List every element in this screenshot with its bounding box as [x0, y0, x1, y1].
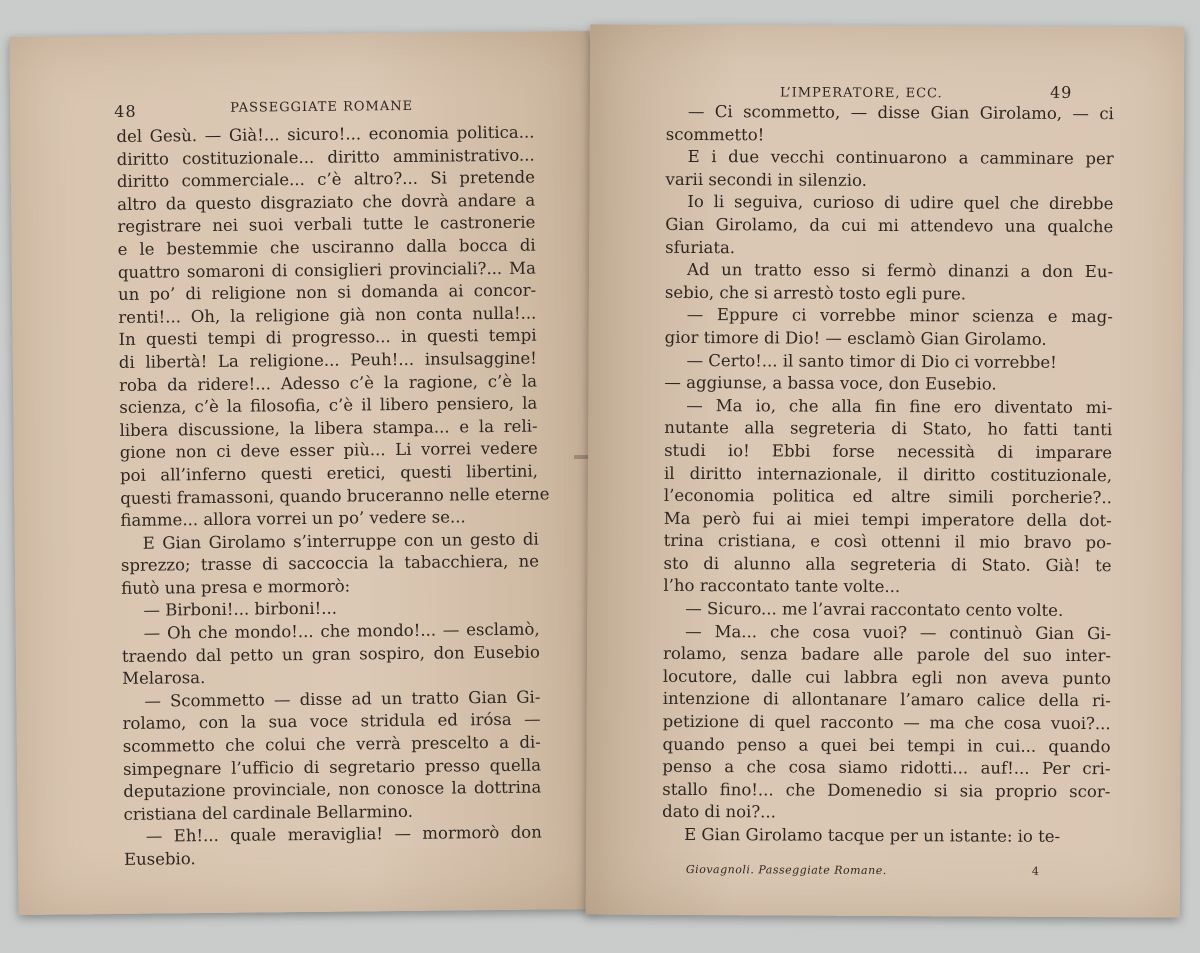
footer-signature-text: Giovagnoli. Passeggiate Romane. — [685, 862, 887, 878]
text-line: Melarosa. — [122, 668, 206, 689]
text-line: petizione di quel racconto — ma che cosa vuoi?... — [662, 711, 1111, 734]
text-line: studi io! Ebbi forse necessità di imparare — [664, 440, 1113, 463]
text-line: scienza, c’è la filosofia, c’è il libero pensiero, la — [119, 393, 538, 418]
right-page — [586, 24, 1185, 917]
text-line: rolamo, senza badare alle parole del suo inter- — [662, 644, 1112, 666]
left-page-text — [116, 122, 550, 872]
text-line: sebio, che si arrestò tosto egli pure. — [664, 282, 967, 304]
text-line: locutore, dalle cui labbra egli non aveva punto — [662, 666, 1111, 689]
right-page-number: 49 — [1049, 82, 1073, 102]
text-line: del Gesù. — Già!... sicuro!... economia politica... — [116, 122, 535, 146]
text-line: simpegnare l’ufficio di segretario presso quella — [122, 755, 542, 779]
text-line: — Scommetto — disse ad un tratto Gian Gi- — [144, 687, 541, 711]
text-line: questi framassoni, quando bruceranno nelle eterne — [120, 483, 550, 508]
left-running-head — [10, 87, 590, 121]
text-line: — Ma... che cosa vuoi? — continuò Gian Gi- — [685, 621, 1112, 643]
text-line: — Sicuro... me l’avrai raccontato cento volte. — [685, 599, 1064, 620]
text-line: varii secondi in silenzio. — [665, 169, 867, 190]
text-line: un po’ di religione non si domanda ai concor- — [118, 280, 537, 305]
text-line: l’ho raccontato tante volte... — [663, 576, 901, 597]
text-line: il diritto internazionale, il diritto costituzionale, — [663, 463, 1113, 485]
text-line: rolamo, con la sua voce stridula ed irósa — — [122, 709, 541, 734]
text-line: In questi tempi di progresso... in questi tempi — [118, 325, 537, 350]
text-line: sto di alunno alla segreteria di Stato. Già! te — [663, 553, 1112, 576]
text-line: sprezzo; trasse di saccoccia la tabacchiera, ne — [120, 551, 540, 576]
text-line: renti!... Oh, la religione già non conta nulla!... — [118, 303, 537, 327]
page-footer — [685, 862, 1040, 878]
text-line: altro da questo disgraziato che dovrà andare a — [117, 190, 536, 214]
text-line: stallo fino!... che Domenedio si sia proprio scor- — [662, 779, 1111, 801]
text-line: scommetto che colui che verrà prescelto a di- — [122, 732, 541, 756]
text-line: trina cristiana, e così ottenni il mio bravo po- — [663, 531, 1112, 553]
text-line: gior timore di Dio! — esclamò Gian Girolamo. — [664, 327, 1047, 349]
text-line: Eusebio. — [123, 849, 196, 869]
right-running-title: L’IMPERATORE, ECC. — [779, 85, 943, 102]
text-line: Gian Girolamo, da cui mi attendevo una qualche — [665, 214, 1114, 237]
left-page-number: 48 — [114, 101, 137, 121]
text-line: — Eppure ci vorrebbe minor scienza e mag- — [686, 305, 1113, 327]
text-line: quattro somaroni di consiglieri provinciali?... Ma — [117, 258, 536, 282]
text-line: — Ci scommetto, — disse Gian Girolamo, — ci — [687, 101, 1114, 124]
text-line: traendo dal petto un gran sospiro, don Eusebio — [121, 642, 540, 666]
text-line: deputazione provinciale, non conosce la dottrina — [123, 777, 542, 802]
left-page — [9, 31, 598, 915]
text-line: — Oh che mondo!... che mondo!... — esclamò, — [143, 619, 540, 643]
text-line: nutante alla segreteria di Stato, ho fatti tanti — [664, 418, 1113, 440]
text-line: poi all’inferno questi eretici, questi libertini, — [119, 461, 539, 485]
right-page-text — [662, 101, 1114, 849]
text-line: e le bestemmie che usciranno dalla bocca di — [117, 235, 536, 259]
text-line: registrare nei suoi verbali tutte le castronerie — [117, 212, 536, 237]
text-line: dato di noi?... — [662, 802, 776, 822]
text-line: E Gian Girolamo tacque per un istante: io te- — [684, 824, 1061, 846]
text-line: intenzione di allontanare l’amaro calice della ri- — [662, 689, 1111, 711]
text-line: gione non ci deve esser più... Li vorrei vedere — [119, 438, 538, 463]
text-line: diritto costituzionale... diritto amministrativo... — [116, 145, 535, 169]
text-line: diritto commerciale... c’è altro?... Si pretende — [116, 167, 536, 192]
text-line: E i due vecchi continuarono a camminare per — [687, 147, 1114, 169]
text-line: quando penso a quei bei tempi in cui... quando — [662, 734, 1111, 756]
text-line: Ad un tratto esso si fermò dinanzi a don Eu- — [687, 260, 1114, 282]
text-line: scommetto! — [665, 124, 765, 144]
text-line: Ma però fui ai miei tempi imperatore della dot- — [663, 508, 1112, 530]
text-line: — Certo!... il santo timor di Dio ci vorrebbe! — [686, 350, 1057, 372]
text-line: fiamme... allora vorrei un po’ vedere se... — [120, 507, 466, 531]
text-line: Io li seguiva, curioso di udire quel che direbbe — [687, 192, 1114, 214]
text-line: l’economia politica ed altre simili porcherie?.. — [663, 485, 1112, 508]
text-line: — Birboni!... birboni!... — [143, 599, 338, 621]
text-line: penso a che cosa siamo ridotti... auf!... Per cri- — [662, 757, 1111, 779]
text-line: — Ma io, che alla fin fine ero diventato mi- — [686, 395, 1113, 417]
left-running-title: PASSEGGIATE ROMANE — [230, 98, 414, 116]
text-line: — Eh!... quale meraviglia! — mormorò don — [145, 822, 542, 847]
text-line: roba da ridere!... Adesso c’è la ragione, c’è la — [118, 371, 538, 395]
text-line: cristiana del cardinale Bellarmino. — [123, 801, 413, 824]
text-line: fiutò una presa e mormorò: — [121, 576, 351, 598]
text-line: E Gian Girolamo s’interruppe con un gesto di — [142, 529, 539, 553]
text-line: sfuriata. — [665, 237, 736, 257]
text-line: — aggiunse, a bassa voce, don Eusebio. — [664, 372, 997, 394]
text-line: di libertà! La religione... Peuh!... insulsaggine! — [118, 348, 537, 372]
text-line: libera discussione, la libera stampa... e la reli- — [119, 416, 538, 440]
signature-mark: 4 — [1031, 864, 1040, 878]
